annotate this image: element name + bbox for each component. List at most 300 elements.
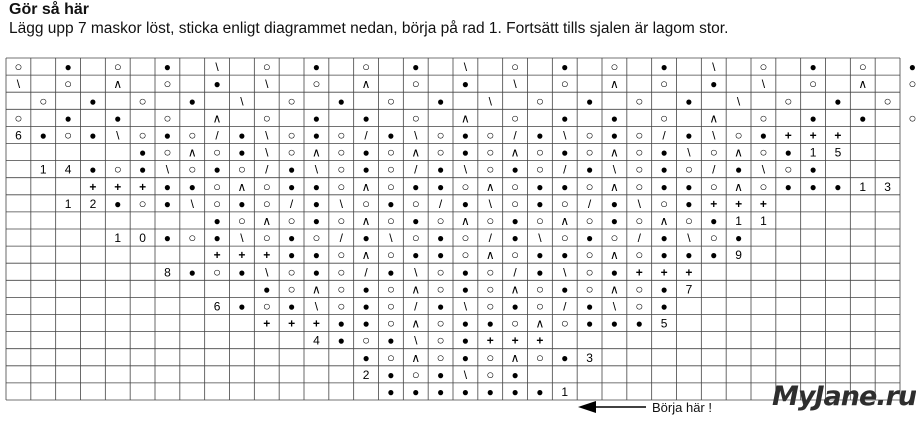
double-decrease-stitch: ∧ xyxy=(510,350,520,365)
double-decrease-stitch: ∧ xyxy=(610,77,619,92)
yarn-over-stitch: ○ xyxy=(784,93,793,109)
dot-stitch: ● xyxy=(362,231,370,246)
yarn-over-stitch: ○ xyxy=(262,230,271,246)
dot-stitch: ● xyxy=(511,213,519,228)
double-decrease-stitch: ∧ xyxy=(560,213,570,228)
yarn-over-stitch: ○ xyxy=(486,366,495,382)
double-decrease-stitch: ∧ xyxy=(485,248,495,263)
dot-stitch: ● xyxy=(287,231,296,246)
dot-stitch: ● xyxy=(312,213,321,228)
dot-stitch: ● xyxy=(412,384,420,399)
dot-stitch: ● xyxy=(461,333,470,348)
dot-stitch: ● xyxy=(362,299,370,314)
dot-stitch: ● xyxy=(511,162,519,177)
right-decrease-stitch: / xyxy=(339,231,343,246)
yarn-over-stitch: ○ xyxy=(262,110,271,126)
dot-stitch: ● xyxy=(561,179,569,194)
yarn-over-stitch: ○ xyxy=(461,247,470,263)
plus-stitch: + xyxy=(511,333,519,348)
row-number: 1 xyxy=(114,231,122,246)
dot-stitch: ● xyxy=(461,350,470,365)
double-decrease-stitch: ∧ xyxy=(361,213,371,228)
double-decrease-stitch: ∧ xyxy=(610,282,619,297)
yarn-over-stitch: ○ xyxy=(734,127,743,143)
yarn-over-stitch: ○ xyxy=(287,144,296,160)
yarn-over-stitch: ○ xyxy=(312,76,321,92)
yarn-over-stitch: ○ xyxy=(337,281,346,297)
dot-stitch: ● xyxy=(362,282,370,297)
dot-stitch: ● xyxy=(710,77,718,92)
dot-stitch: ● xyxy=(213,77,221,92)
left-decrease-stitch: \ xyxy=(712,128,716,143)
yarn-over-stitch: ○ xyxy=(511,178,520,194)
dot-stitch: ● xyxy=(660,162,668,177)
dot-stitch: ● xyxy=(660,248,668,263)
dot-stitch: ● xyxy=(362,111,370,126)
yarn-over-stitch: ○ xyxy=(287,264,296,280)
dot-stitch: ● xyxy=(610,316,619,331)
left-decrease-stitch: \ xyxy=(488,94,492,109)
dot-stitch: ● xyxy=(436,367,445,382)
yarn-over-stitch: ○ xyxy=(411,366,420,382)
dot-stitch: ● xyxy=(809,179,817,194)
plus-stitch: + xyxy=(238,248,246,263)
dot-stitch: ● xyxy=(734,231,743,246)
dot-stitch: ● xyxy=(536,128,544,143)
dot-stitch: ● xyxy=(511,384,519,399)
dot-stitch: ● xyxy=(461,282,470,297)
dot-stitch: ● xyxy=(312,60,321,75)
right-decrease-stitch: / xyxy=(587,196,592,211)
right-decrease-stitch: / xyxy=(637,231,641,246)
dot-stitch: ● xyxy=(312,265,321,280)
start-label: Börja här ! xyxy=(652,400,712,415)
dot-stitch: ● xyxy=(287,248,296,263)
yarn-over-stitch: ○ xyxy=(560,195,569,211)
yarn-over-stitch: ○ xyxy=(585,281,594,297)
dot-stitch: ● xyxy=(163,196,172,211)
yarn-over-stitch: ○ xyxy=(287,281,296,297)
dot-stitch: ● xyxy=(734,162,743,177)
row-number: 9 xyxy=(735,248,742,263)
left-decrease-stitch: \ xyxy=(414,333,418,348)
dot-stitch: ● xyxy=(188,179,196,194)
dot-stitch: ● xyxy=(685,248,693,263)
dot-stitch: ● xyxy=(163,179,172,194)
row-number: 8 xyxy=(164,265,171,280)
left-decrease-stitch: \ xyxy=(240,231,244,246)
dot-stitch: ● xyxy=(461,384,470,399)
left-decrease-stitch: \ xyxy=(761,162,766,177)
dot-stitch: ● xyxy=(312,128,321,143)
yarn-over-stitch: ○ xyxy=(511,315,520,331)
dot-stitch: ● xyxy=(585,162,594,177)
yarn-over-stitch: ○ xyxy=(262,59,271,75)
double-decrease-stitch: ∧ xyxy=(187,145,197,160)
yarn-over-stitch: ○ xyxy=(660,76,669,92)
right-decrease-stitch: / xyxy=(662,128,666,143)
yarn-over-stitch: ○ xyxy=(64,127,73,143)
row-number: 1 xyxy=(64,196,72,211)
yarn-over-stitch: ○ xyxy=(337,127,346,143)
dot-stitch: ● xyxy=(312,179,321,194)
double-decrease-stitch: ∧ xyxy=(361,179,371,194)
double-decrease-stitch: ∧ xyxy=(858,77,868,92)
yarn-over-stitch: ○ xyxy=(560,315,569,331)
left-decrease-stitch: \ xyxy=(314,299,319,314)
left-decrease-stitch: \ xyxy=(314,162,319,177)
yarn-over-stitch: ○ xyxy=(14,59,23,75)
yarn-over-stitch: ○ xyxy=(386,178,395,194)
row-number: 7 xyxy=(685,282,693,297)
right-decrease-stitch: / xyxy=(215,128,219,143)
plus-stitch: + xyxy=(288,316,296,331)
dot-stitch: ● xyxy=(660,179,668,194)
dot-stitch: ● xyxy=(436,248,445,263)
yarn-over-stitch: ○ xyxy=(883,93,892,109)
double-decrease-stitch: ∧ xyxy=(113,77,123,92)
chart-heading: Gör så här xyxy=(9,1,90,18)
yarn-over-stitch: ○ xyxy=(635,298,644,314)
yarn-over-stitch: ○ xyxy=(635,161,644,177)
yarn-over-stitch: ○ xyxy=(287,93,296,109)
left-decrease-stitch: \ xyxy=(612,299,617,314)
dot-stitch: ● xyxy=(834,94,842,109)
right-decrease-stitch: / xyxy=(364,265,368,280)
yarn-over-stitch: ○ xyxy=(635,212,644,228)
dot-stitch: ● xyxy=(660,145,668,160)
dot-stitch: ● xyxy=(685,196,693,211)
dot-stitch: ● xyxy=(114,196,122,211)
yarn-over-stitch: ○ xyxy=(486,127,495,143)
double-decrease-stitch: ∧ xyxy=(734,145,743,160)
dot-stitch: ● xyxy=(287,179,296,194)
dot-stitch: ● xyxy=(585,231,594,246)
dot-stitch: ● xyxy=(610,111,619,126)
row-number: 1 xyxy=(809,145,817,160)
yarn-over-stitch: ○ xyxy=(163,144,172,160)
yarn-over-stitch: ○ xyxy=(511,195,520,211)
yarn-over-stitch: ○ xyxy=(660,195,669,211)
yarn-over-stitch: ○ xyxy=(759,110,768,126)
row-number: 2 xyxy=(89,196,97,211)
yarn-over-stitch: ○ xyxy=(461,230,470,246)
dot-stitch: ● xyxy=(89,128,97,143)
dot-stitch: ● xyxy=(238,145,246,160)
double-decrease-stitch: ∧ xyxy=(237,179,247,194)
yarn-over-stitch: ○ xyxy=(908,76,916,92)
dot-stitch: ● xyxy=(263,282,271,297)
dot-stitch: ● xyxy=(138,145,147,160)
yarn-over-stitch: ○ xyxy=(213,195,222,211)
dot-stitch: ● xyxy=(461,128,470,143)
yarn-over-stitch: ○ xyxy=(262,195,271,211)
yarn-over-stitch: ○ xyxy=(411,76,420,92)
double-decrease-stitch: ∧ xyxy=(610,179,619,194)
yarn-over-stitch: ○ xyxy=(163,76,172,92)
dot-stitch: ● xyxy=(784,179,792,194)
dot-stitch: ● xyxy=(536,179,544,194)
yarn-over-stitch: ○ xyxy=(287,212,296,228)
dot-stitch: ● xyxy=(561,248,569,263)
double-decrease-stitch: ∧ xyxy=(610,248,619,263)
double-decrease-stitch: ∧ xyxy=(361,77,371,92)
yarn-over-stitch: ○ xyxy=(709,178,718,194)
left-decrease-stitch: \ xyxy=(463,367,468,382)
dot-stitch: ● xyxy=(412,213,420,228)
dot-stitch: ● xyxy=(685,128,693,143)
yarn-over-stitch: ○ xyxy=(411,110,420,126)
dot-stitch: ● xyxy=(536,265,544,280)
yarn-over-stitch: ○ xyxy=(784,161,793,177)
row-number: 4 xyxy=(313,333,320,348)
yarn-over-stitch: ○ xyxy=(585,178,594,194)
yarn-over-stitch: ○ xyxy=(337,247,346,263)
yarn-over-stitch: ○ xyxy=(113,161,122,177)
yarn-over-stitch: ○ xyxy=(436,349,445,365)
left-decrease-stitch: \ xyxy=(16,77,21,92)
dot-stitch: ● xyxy=(362,350,370,365)
yarn-over-stitch: ○ xyxy=(436,315,445,331)
left-decrease-stitch: \ xyxy=(414,265,418,280)
dot-stitch: ● xyxy=(287,162,296,177)
right-decrease-stitch: / xyxy=(414,299,418,314)
yarn-over-stitch: ○ xyxy=(64,76,73,92)
yarn-over-stitch: ○ xyxy=(635,281,644,297)
plus-stitch: + xyxy=(759,196,767,211)
plus-stitch: + xyxy=(486,333,494,348)
yarn-over-stitch: ○ xyxy=(908,110,916,126)
right-decrease-stitch: / xyxy=(513,128,517,143)
row-number: 1 xyxy=(39,162,47,177)
yarn-over-stitch: ○ xyxy=(138,195,147,211)
yarn-over-stitch: ○ xyxy=(436,144,445,160)
double-decrease-stitch: ∧ xyxy=(361,248,371,263)
row-number: 3 xyxy=(586,350,593,365)
yarn-over-stitch: ○ xyxy=(163,110,172,126)
dot-stitch: ● xyxy=(610,128,619,143)
dot-stitch: ● xyxy=(387,196,395,211)
dot-stitch: ● xyxy=(213,231,221,246)
yarn-over-stitch: ○ xyxy=(337,161,346,177)
yarn-over-stitch: ○ xyxy=(213,144,222,160)
dot-stitch: ● xyxy=(312,111,321,126)
yarn-over-stitch: ○ xyxy=(660,110,669,126)
left-decrease-stitch: \ xyxy=(513,77,517,92)
dot-stitch: ● xyxy=(436,179,445,194)
yarn-over-stitch: ○ xyxy=(362,195,371,211)
start-arrow xyxy=(578,401,646,413)
double-decrease-stitch: ∧ xyxy=(461,111,470,126)
right-decrease-stitch: / xyxy=(414,162,418,177)
dot-stitch: ● xyxy=(89,94,97,109)
plus-stitch: + xyxy=(660,265,668,280)
double-decrease-stitch: ∧ xyxy=(461,213,470,228)
plus-stitch: + xyxy=(114,179,122,194)
double-decrease-stitch: ∧ xyxy=(411,316,421,331)
dot-stitch: ● xyxy=(685,179,693,194)
left-decrease-stitch: \ xyxy=(116,128,120,143)
left-decrease-stitch: \ xyxy=(265,265,269,280)
double-decrease-stitch: ∧ xyxy=(312,282,321,297)
dot-stitch: ● xyxy=(362,162,370,177)
row-number: 1 xyxy=(859,179,867,194)
yarn-over-stitch: ○ xyxy=(237,161,246,177)
dot-stitch: ● xyxy=(809,162,817,177)
dot-stitch: ● xyxy=(511,367,519,382)
dot-stitch: ● xyxy=(412,179,420,194)
yarn-over-stitch: ○ xyxy=(386,212,395,228)
yarn-over-stitch: ○ xyxy=(386,161,395,177)
dot-stitch: ● xyxy=(561,145,569,160)
right-decrease-stitch: / xyxy=(438,196,443,211)
yarn-over-stitch: ○ xyxy=(213,178,222,194)
dot-stitch: ● xyxy=(585,316,594,331)
yarn-over-stitch: ○ xyxy=(337,298,346,314)
yarn-over-stitch: ○ xyxy=(138,93,147,109)
yarn-over-stitch: ○ xyxy=(337,178,346,194)
row-number: 6 xyxy=(213,299,221,314)
yarn-over-stitch: ○ xyxy=(461,178,470,194)
double-decrease-stitch: ∧ xyxy=(510,282,520,297)
yarn-over-stitch: ○ xyxy=(585,264,594,280)
dot-stitch: ● xyxy=(163,231,172,246)
yarn-over-stitch: ○ xyxy=(535,144,544,160)
instructions-text: Lägg upp 7 maskor löst, sticka enligt diagrammet nedan, börja på rad 1. Fortsätt tills sjalen är lagom stor. xyxy=(9,20,729,37)
left-decrease-stitch: \ xyxy=(712,60,716,75)
watermark-logo: MyJane.ru xyxy=(772,381,916,412)
yarn-over-stitch: ○ xyxy=(585,127,594,143)
yarn-over-stitch: ○ xyxy=(188,161,197,177)
double-decrease-stitch: ∧ xyxy=(610,145,619,160)
yarn-over-stitch: ○ xyxy=(436,212,445,228)
yarn-over-stitch: ○ xyxy=(337,144,346,160)
dot-stitch: ● xyxy=(908,60,916,75)
dot-stitch: ● xyxy=(536,196,544,211)
dot-stitch: ● xyxy=(213,162,221,177)
row-number: 6 xyxy=(15,128,22,143)
yarn-over-stitch: ○ xyxy=(113,59,122,75)
yarn-over-stitch: ○ xyxy=(610,59,619,75)
plus-stitch: + xyxy=(710,196,718,211)
dot-stitch: ● xyxy=(188,265,196,280)
yarn-over-stitch: ○ xyxy=(436,332,445,348)
yarn-over-stitch: ○ xyxy=(635,93,644,109)
plus-stitch: + xyxy=(263,316,271,331)
row-number: 1 xyxy=(760,213,767,228)
row-number: 1 xyxy=(735,213,742,228)
dot-stitch: ● xyxy=(610,196,619,211)
left-decrease-stitch: \ xyxy=(414,128,418,143)
dot-stitch: ● xyxy=(89,162,97,177)
yarn-over-stitch: ○ xyxy=(511,110,520,126)
dot-stitch: ● xyxy=(64,60,72,75)
dot-stitch: ● xyxy=(784,145,792,160)
dot-stitch: ● xyxy=(461,77,470,92)
double-decrease-stitch: ∧ xyxy=(312,145,321,160)
dot-stitch: ● xyxy=(337,94,345,109)
dot-stitch: ● xyxy=(114,111,122,126)
yarn-over-stitch: ○ xyxy=(386,281,395,297)
dot-stitch: ● xyxy=(536,248,544,263)
left-decrease-stitch: \ xyxy=(761,77,766,92)
dot-stitch: ● xyxy=(138,162,147,177)
dot-stitch: ● xyxy=(610,265,619,280)
double-decrease-stitch: ∧ xyxy=(411,282,421,297)
yarn-over-stitch: ○ xyxy=(511,59,520,75)
right-decrease-stitch: / xyxy=(289,196,294,211)
dot-stitch: ● xyxy=(561,350,569,365)
dot-stitch: ● xyxy=(585,299,594,314)
dot-stitch: ● xyxy=(710,248,718,263)
yarn-over-stitch: ○ xyxy=(809,76,818,92)
yarn-over-stitch: ○ xyxy=(287,127,296,143)
yarn-over-stitch: ○ xyxy=(759,144,768,160)
double-decrease-stitch: ∧ xyxy=(510,145,520,160)
left-decrease-stitch: \ xyxy=(736,94,741,109)
double-decrease-stitch: ∧ xyxy=(411,145,421,160)
yarn-over-stitch: ○ xyxy=(386,298,395,314)
yarn-over-stitch: ○ xyxy=(486,212,495,228)
right-decrease-stitch: / xyxy=(712,162,716,177)
dot-stitch: ● xyxy=(436,162,445,177)
left-decrease-stitch: \ xyxy=(463,299,468,314)
yarn-over-stitch: ○ xyxy=(386,247,395,263)
yarn-over-stitch: ○ xyxy=(759,178,768,194)
yarn-over-stitch: ○ xyxy=(188,127,197,143)
double-decrease-stitch: ∧ xyxy=(411,350,421,365)
yarn-over-stitch: ○ xyxy=(709,144,718,160)
left-decrease-stitch: \ xyxy=(265,77,269,92)
row-number: 1 xyxy=(561,384,569,399)
yarn-over-stitch: ○ xyxy=(635,144,644,160)
left-decrease-stitch: \ xyxy=(339,196,343,211)
left-decrease-stitch: \ xyxy=(612,162,617,177)
plus-stitch: + xyxy=(784,128,792,143)
dot-stitch: ● xyxy=(287,299,296,314)
left-decrease-stitch: \ xyxy=(165,162,170,177)
yarn-over-stitch: ○ xyxy=(535,349,544,365)
dot-stitch: ● xyxy=(238,299,246,314)
yarn-over-stitch: ○ xyxy=(535,161,544,177)
yarn-over-stitch: ○ xyxy=(585,212,594,228)
yarn-over-stitch: ○ xyxy=(635,178,644,194)
dot-stitch: ● xyxy=(610,213,619,228)
dot-stitch: ● xyxy=(337,316,345,331)
left-decrease-stitch: \ xyxy=(538,231,542,246)
row-number: 5 xyxy=(660,316,668,331)
dot-stitch: ● xyxy=(312,196,321,211)
yarn-over-stitch: ○ xyxy=(436,264,445,280)
yarn-over-stitch: ○ xyxy=(535,93,544,109)
double-decrease-stitch: ∧ xyxy=(659,213,669,228)
plus-stitch: + xyxy=(809,128,817,143)
dot-stitch: ● xyxy=(163,128,172,143)
yarn-over-stitch: ○ xyxy=(337,212,346,228)
dot-stitch: ● xyxy=(461,196,470,211)
dot-stitch: ● xyxy=(163,60,172,75)
dot-stitch: ● xyxy=(486,316,494,331)
dot-stitch: ● xyxy=(486,384,494,399)
right-decrease-stitch: / xyxy=(488,231,492,246)
dot-stitch: ● xyxy=(561,60,569,75)
dot-stitch: ● xyxy=(238,196,246,211)
yarn-over-stitch: ○ xyxy=(386,144,395,160)
right-decrease-stitch: / xyxy=(513,265,517,280)
double-decrease-stitch: ∧ xyxy=(212,111,222,126)
yarn-over-stitch: ○ xyxy=(486,264,495,280)
dot-stitch: ● xyxy=(387,333,395,348)
